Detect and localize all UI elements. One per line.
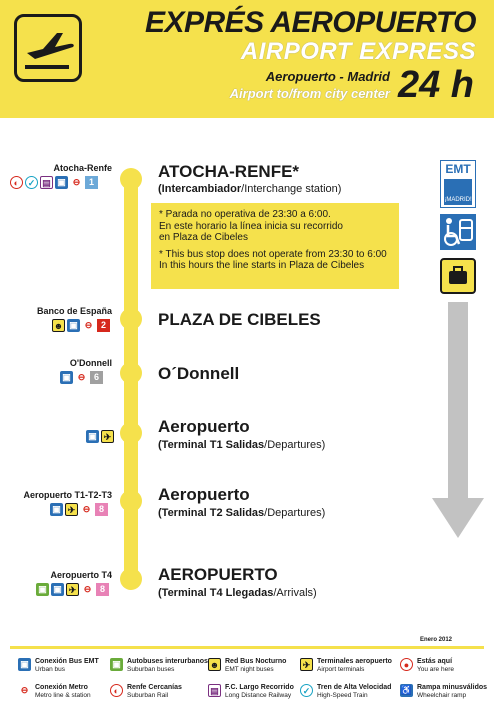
bus-icon: ▣ [51, 583, 64, 596]
metro-icon: ⊖ [75, 371, 88, 384]
legend-wheelchair: ♿ Rampa minusválidos Wheelchair ramp [400, 684, 488, 699]
metro-line-badge: 8 [95, 503, 108, 516]
direction-arrow [448, 302, 468, 500]
connection-icons [10, 176, 98, 189]
legend-airport-terminals: ✈ Terminales aeropuerto Airport terminals [300, 658, 392, 674]
stop-subtitle: (Terminal T4 Llegadas/Arrivals) [158, 587, 317, 599]
footer-divider [10, 646, 484, 649]
night-bus-icon: ☻ [209, 660, 220, 670]
stop-title: PLAZA DE CIBELES [158, 310, 321, 329]
metro-line-badge: 8 [96, 583, 109, 596]
plane-icon: ✈ [101, 430, 114, 443]
service-notice [151, 203, 399, 289]
stop-node [120, 568, 142, 590]
stop-left-label: Aeropuerto T1-T2-T3 [23, 490, 112, 500]
wheelchair-icon: ♿ [400, 685, 413, 695]
legend-metro: ⊖ Conexión Metro Metro line & station [18, 684, 91, 700]
suburban-bus-icon: ▣ [110, 658, 123, 671]
edition-date: Enero 2012 [420, 637, 453, 643]
airport-logo [14, 14, 82, 82]
stop-node [120, 308, 142, 330]
plane-icon: ✈ [65, 503, 78, 516]
legend-suburban-bus: ▣ Autobuses interurbanos Suburban buses [110, 658, 208, 674]
legend-you-are-here: ● Estás aquí You are here [400, 658, 454, 674]
legend-long-distance: ▤ F.C. Largo Recorrido Long Distance Railway [208, 684, 294, 700]
plane-icon: ✈ [66, 583, 79, 596]
stop-subtitle: (Terminal T1 Salidas/Departures) [158, 439, 326, 451]
legend-night-bus: ☻ Red Bus Nocturno EMT night buses [209, 658, 287, 673]
stop-title: Aeropuerto [158, 485, 250, 504]
notice-english: * This bus stop does not operate from 23:30 to 6:00 In this hours the line starts in Plaza de Cibeles [159, 248, 387, 271]
you-are-here-icon: ● [400, 658, 413, 671]
route-english: Airport to/from city center [229, 86, 390, 101]
long-distance-icon: ▤ [40, 176, 53, 189]
ave-icon: ✓ [25, 176, 38, 189]
bus-icon: ▣ [67, 319, 80, 332]
stop-title: ATOCHA-RENFE* [158, 162, 300, 181]
emt-label: EMT [445, 162, 471, 176]
connection-icons [86, 430, 114, 443]
metro-icon: ⊖ [81, 583, 94, 596]
bus-icon: ▣ [50, 503, 63, 516]
stop-left-label: Banco de España [36, 306, 112, 316]
connection-icons [36, 583, 109, 596]
metro-icon: ⊖ [80, 503, 93, 516]
emt-logo [440, 160, 476, 208]
route-spanish: Aeropuerto - Madrid [265, 69, 390, 84]
header [0, 0, 494, 118]
suburban-bus-icon: ▣ [36, 583, 49, 596]
bus-icon: ▣ [60, 371, 73, 384]
stop-title: AEROPUERTO [158, 565, 278, 584]
accessible-bus-icon [440, 214, 476, 250]
madrid-logo: ¡MADRID! [444, 179, 472, 205]
bus-icon: ▣ [18, 658, 31, 671]
stop-title: O´Donnell [158, 364, 240, 383]
connection-icons [60, 371, 103, 384]
notice-spanish: * Parada no operativa de 23:30 a 6:00. En este horario la línea inicia su recorrido en Plaza de Cibeles [159, 209, 343, 243]
stop-subtitle: (Intercambiador/Interchange station) [158, 183, 342, 195]
legend-urban-bus: ▣ Conexión Bus EMT Urban bus [18, 658, 99, 674]
bus-icon: ▣ [55, 176, 68, 189]
legend-renfe: ◐ Renfe Cercanías Suburban Rail [110, 684, 182, 700]
metro-icon: ⊖ [82, 319, 95, 332]
renfe-icon: ◐ [110, 684, 123, 697]
ave-icon: ✓ [300, 684, 313, 697]
legend-high-speed: ✓ Tren de Alta Velocidad High-Speed Train [300, 684, 391, 700]
stop-title: Aeropuerto [158, 417, 250, 436]
title-spanish: EXPRÉS AEROPUERTO [144, 6, 476, 39]
stop-node [120, 362, 142, 384]
connection-icons [52, 319, 110, 332]
metro-icon: ⊖ [70, 176, 83, 189]
metro-icon: ⊖ [18, 684, 31, 697]
metro-line-badge: 6 [90, 371, 103, 384]
metro-line-badge: 1 [85, 176, 98, 189]
night-bus-icon: ☻ [53, 321, 64, 331]
stop-node [120, 168, 142, 190]
luggage-icon [440, 258, 476, 294]
stop-left-label: O'Donnell [69, 358, 112, 368]
stop-node [120, 490, 142, 512]
direction-arrow-head [432, 498, 484, 538]
metro-line-badge: 2 [97, 319, 110, 332]
title-english: AIRPORT EXPRESS [240, 38, 476, 65]
stop-subtitle: (Terminal T2 Salidas/Departures) [158, 507, 326, 519]
plane-icon: ✈ [300, 658, 313, 671]
stop-left-label: Aeropuerto T4 [50, 570, 112, 580]
stop-node [120, 422, 142, 444]
renfe-icon: ◐ [10, 176, 23, 189]
long-distance-icon: ▤ [208, 684, 221, 697]
plane-icon [21, 23, 77, 75]
stop-left-label: Atocha-Renfe [53, 163, 112, 173]
bus-icon: ▣ [86, 430, 99, 443]
connection-icons [50, 503, 108, 516]
service-hours: 24 h [397, 64, 474, 106]
